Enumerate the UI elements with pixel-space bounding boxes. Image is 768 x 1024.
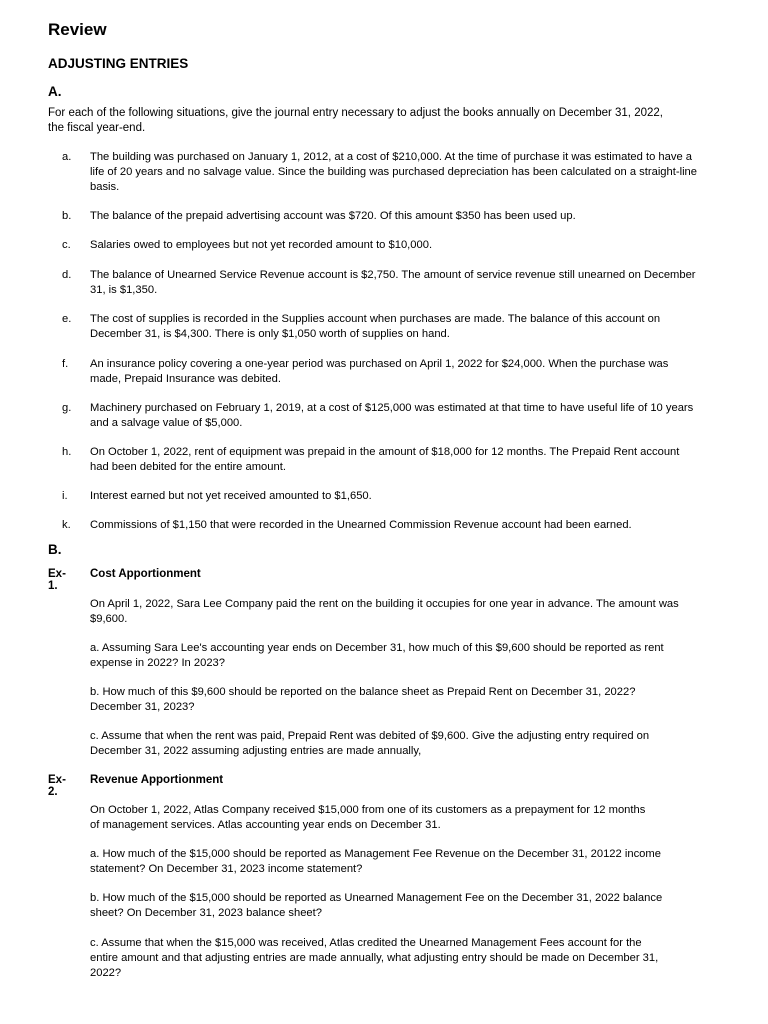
exercise-question: a. How much of the $15,000 should be reported as Management Fee Revenue on the December 31, 20122 income statement? On December 31, 2023 income statement? [90,848,661,875]
item-letter: c. [62,239,71,251]
section-a-label: A. [48,84,62,99]
exercise-question: c. Assume that when the $15,000 was received, Atlas credited the Unearned Management Fees account for the entire amount and that adjusting entries are made annually, what adjusting entry should be made on December 31, 2022? [90,937,659,979]
item-letter: i. [62,490,68,502]
exercise-number: Ex-1. [48,568,66,592]
item-letter: d. [62,269,72,281]
item-text: Salaries owed to employees but not yet recorded amount to $10,000. [90,239,433,251]
section-heading: ADJUSTING ENTRIES [48,56,189,71]
exercise-title: Cost Apportionment [90,568,201,580]
page-title: Review [48,20,107,39]
exercise-paragraph: On October 1, 2022, Atlas Company received $15,000 from one of its customers as a prepayment for 12 months of management services. Atlas accounting year ends on December 31. [90,804,646,831]
exercise-question: c. Assume that when the rent was paid, Prepaid Rent was debited of $9,600. Give the adjusting entry required on December 31, 2022 assuming adjusting entries are made annually, [90,730,650,757]
item-letter: f. [62,358,69,370]
exercise-title: Revenue Apportionment [90,774,224,786]
exercise-number: Ex-2. [48,774,66,798]
item-text: On October 1, 2022, rent of equipment was prepaid in the amount of $18,000 for 12 months. The Prepaid Rent account had been debited for the entire amount. [90,446,680,473]
exercise-paragraph: On April 1, 2022, Sara Lee Company paid the rent on the building it occupies for one year in advance. The amount was $9,600. [90,598,679,625]
item-text: The building was purchased on January 1, 2012, at a cost of $210,000. At the time of purchase it was estimated to have a life of 20 years and no salvage value. Since the building was purchased depreciation has been calculated on a straight-line basis. [90,151,698,193]
item-text: An insurance policy covering a one-year period was purchased on April 1, 2022 for $24,000. When the purchase was made, Prepaid Insurance was debited. [90,358,669,385]
item-letter: a. [62,151,72,163]
exercise-question: a. Assuming Sara Lee's accounting year ends on December 31, how much of this $9,600 should be reported as rent expense in 2022? In 2023? [90,642,664,669]
item-text: Machinery purchased on February 1, 2019, at a cost of $125,000 was estimated at that time to have useful life of 10 years and a salvage value of $5,000. [90,402,694,429]
item-text: Interest earned but not yet received amounted to $1,650. [90,490,372,502]
section-b-label: B. [48,542,62,557]
item-text: The balance of Unearned Service Revenue account is $2,750. The amount of service revenue still unearned on December 31, is $1,350. [90,269,696,296]
item-letter: g. [62,402,72,414]
section-a-intro: For each of the following situations, give the journal entry necessary to adjust the books annually on December 31, 2022, the fiscal year-end. [48,107,663,134]
item-letter: e. [62,313,72,325]
item-letter: b. [62,210,72,222]
item-text: The balance of the prepaid advertising account was $720. Of this amount $350 has been used up. [90,210,576,222]
item-text: The cost of supplies is recorded in the Supplies account when purchases are made. The balance of this account on December 31, is $4,300. There is only $1,050 worth of supplies on hand. [90,313,661,340]
item-text: Commissions of $1,150 that were recorded in the Unearned Commission Revenue account had been earned. [90,519,632,531]
exercise-question: b. How much of the $15,000 should be reported as Unearned Management Fee on the December 31, 2022 balance sheet? On December 31, 2023 balance sheet? [90,892,663,919]
item-letter: k. [62,519,71,531]
item-letter: h. [62,446,72,458]
exercise-question: b. How much of this $9,600 should be reported on the balance sheet as Prepaid Rent on December 31, 2022? December 31, 2023? [90,686,636,713]
